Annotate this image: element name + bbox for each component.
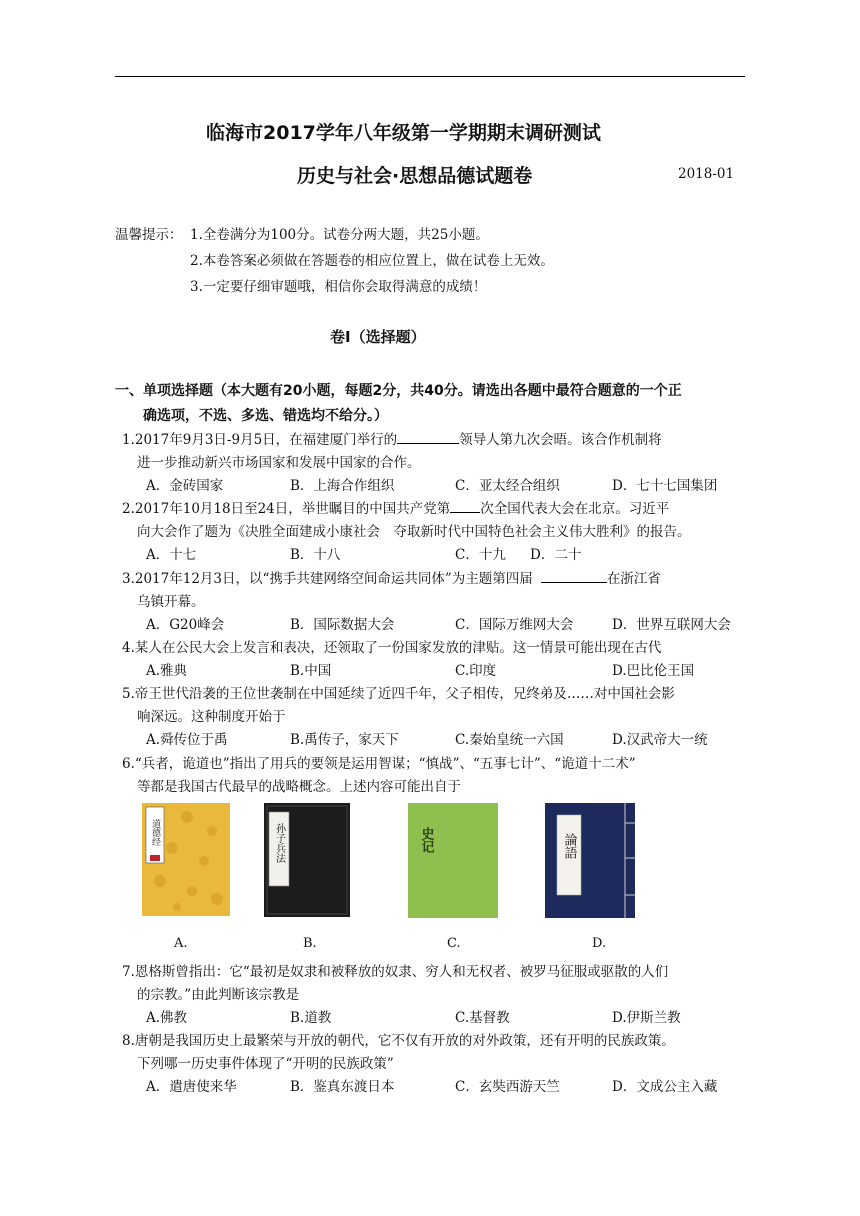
q6-option-c[interactable]: C. xyxy=(447,936,461,951)
q3-option-a[interactable]: A．G20峰会 xyxy=(146,617,225,633)
exam-title: 临海市2017学年八年级第一学期期末调研测试 xyxy=(206,122,601,144)
q7-option-b[interactable]: B.道教 xyxy=(290,1010,332,1026)
book-title-shiji: 史记 xyxy=(418,827,434,853)
book-cover-shiji[interactable] xyxy=(408,803,498,918)
book-title-sunzi: 孙子兵法 xyxy=(273,823,285,863)
q4-option-a[interactable]: A.雅典 xyxy=(146,663,188,679)
q1-option-a[interactable]: A．金砖国家 xyxy=(146,478,224,494)
book-cover-lunyu[interactable] xyxy=(545,803,635,918)
q5-option-b[interactable]: B.禹传子，家天下 xyxy=(290,732,399,748)
q1-option-c[interactable]: C．亚太经合组织 xyxy=(455,478,560,494)
question-6: 6.“兵者，诡道也”指出了用兵的要领是运用智谋；“慎战”、“五事七计”、“诡道十二术” xyxy=(122,756,636,772)
notice-item: 1.全卷满分为100分。试卷分两大题，共25小题。 xyxy=(190,227,489,243)
part-heading: 一、单项选择题（本大题有20小题，每题2分，共40分。请选出各题中最符合题意的一个正 xyxy=(115,383,682,399)
question-5-cont: 响深远。这种制度开始于 xyxy=(137,709,286,725)
book-cover-sunzi[interactable] xyxy=(264,803,350,917)
question-6-cont: 等都是我国古代最早的战略概念。上述内容可能出自于 xyxy=(137,779,461,795)
part-heading-cont: 确选项，不选、多选、错选均不给分。） xyxy=(143,408,388,424)
q6-option-a[interactable]: A. xyxy=(174,936,188,951)
q5-option-c[interactable]: C.秦始皇统一六国 xyxy=(455,732,564,748)
q4-option-d[interactable]: D.巴比伦王国 xyxy=(612,663,695,679)
question-3-cont: 乌镇开幕。 xyxy=(137,594,205,610)
question-1: 1.2017年9月3日-9月5日，在福建厦门举行的 领导人第九次会晤。该合作机制将 xyxy=(122,432,662,448)
q6-option-d[interactable]: D. xyxy=(592,936,607,951)
notice-item: 3.一定要仔细审题哦，相信你会取得满意的成绩！ xyxy=(190,279,487,295)
q7-option-d[interactable]: D.伊斯兰教 xyxy=(612,1010,681,1026)
question-7: 7.恩格斯曾指出：它“最初是奴隶和被释放的奴隶、穷人和无权者、被罗马征服或驱散的人们 xyxy=(122,964,669,980)
q8-option-c[interactable]: C．玄奘西游天竺 xyxy=(455,1079,560,1095)
notice-item: 2.本卷答案必须做在答题卷的相应位置上，做在试卷上无效。 xyxy=(190,253,554,269)
q7-option-a[interactable]: A.佛教 xyxy=(146,1010,188,1026)
book-title-lunyu: 論語 xyxy=(561,833,577,859)
question-1-cont: 进一步推动新兴市场国家和发展中国家的合作。 xyxy=(137,455,421,471)
q4-option-c[interactable]: C.印度 xyxy=(455,663,497,679)
question-8-cont: 下列哪一历史事件体现了“开明的民族政策” xyxy=(137,1056,394,1072)
exam-date: 2018-01 xyxy=(678,166,735,182)
q3-option-b[interactable]: B．国际数据大会 xyxy=(290,617,395,633)
q8-option-d[interactable]: D．文成公主入藏 xyxy=(612,1079,718,1095)
question-5: 5.帝王世代沿袭的王位世袭制在中国延续了近四千年，父子相传，兄终弟及……对中国社会影 xyxy=(122,686,675,702)
q8-option-b[interactable]: B．鉴真东渡日本 xyxy=(290,1079,395,1095)
q3-option-d[interactable]: D．世界互联网大会 xyxy=(612,617,731,633)
question-2: 2.2017年10月18日至24日，举世瞩目的中国共产党第 次全国代表大会在北京。习近平 xyxy=(122,501,670,517)
q1-option-d[interactable]: D．七十七国集团 xyxy=(612,478,718,494)
q2-option-d[interactable]: D．二十 xyxy=(530,547,582,563)
question-8: 8.唐朝是我国历史上最繁荣与开放的朝代，它不仅有开放的对外政策，还有开明的民族政策。 xyxy=(122,1033,675,1049)
q3-option-c[interactable]: C．国际万维网大会 xyxy=(455,617,574,633)
q7-option-c[interactable]: C.基督教 xyxy=(455,1010,510,1026)
q4-option-b[interactable]: B.中国 xyxy=(290,663,332,679)
q2-option-c[interactable]: C．十九 xyxy=(455,547,506,563)
section-title: 卷Ⅰ（选择题） xyxy=(330,328,426,346)
top-rule xyxy=(115,76,745,77)
q1-option-b[interactable]: B．上海合作组织 xyxy=(290,478,395,494)
q8-option-a[interactable]: A．遣唐使来华 xyxy=(146,1079,237,1095)
q2-option-a[interactable]: A．十七 xyxy=(146,547,197,563)
question-3: 3.2017年12月3日，以“携手共建网络空间命运共同体”为主题第四届 在浙江省 xyxy=(122,571,661,587)
q5-option-d[interactable]: D.汉武帝大一统 xyxy=(612,732,708,748)
question-4: 4.某人在公民大会上发言和表决，还领取了一份国家发放的津贴。这一情景可能出现在古代 xyxy=(122,640,662,656)
notice-label: 温馨提示： xyxy=(115,227,183,243)
q5-option-a[interactable]: A.舜传位于禹 xyxy=(146,732,228,748)
exam-subtitle: 历史与社会·思想品德试题卷 xyxy=(297,165,533,187)
book-cover-daodejing[interactable] xyxy=(142,803,230,916)
q2-option-b[interactable]: B．十八 xyxy=(290,547,341,563)
book-title-daodejing: 道德经 xyxy=(150,819,160,846)
question-7-cont: 的宗教。”由此判断该宗教是 xyxy=(137,987,300,1003)
q6-option-b[interactable]: B. xyxy=(303,936,317,951)
question-2-cont: 向大会作了题为《决胜全面建成小康社会 夺取新时代中国特色社会主义伟大胜利》的报告。 xyxy=(137,524,691,540)
